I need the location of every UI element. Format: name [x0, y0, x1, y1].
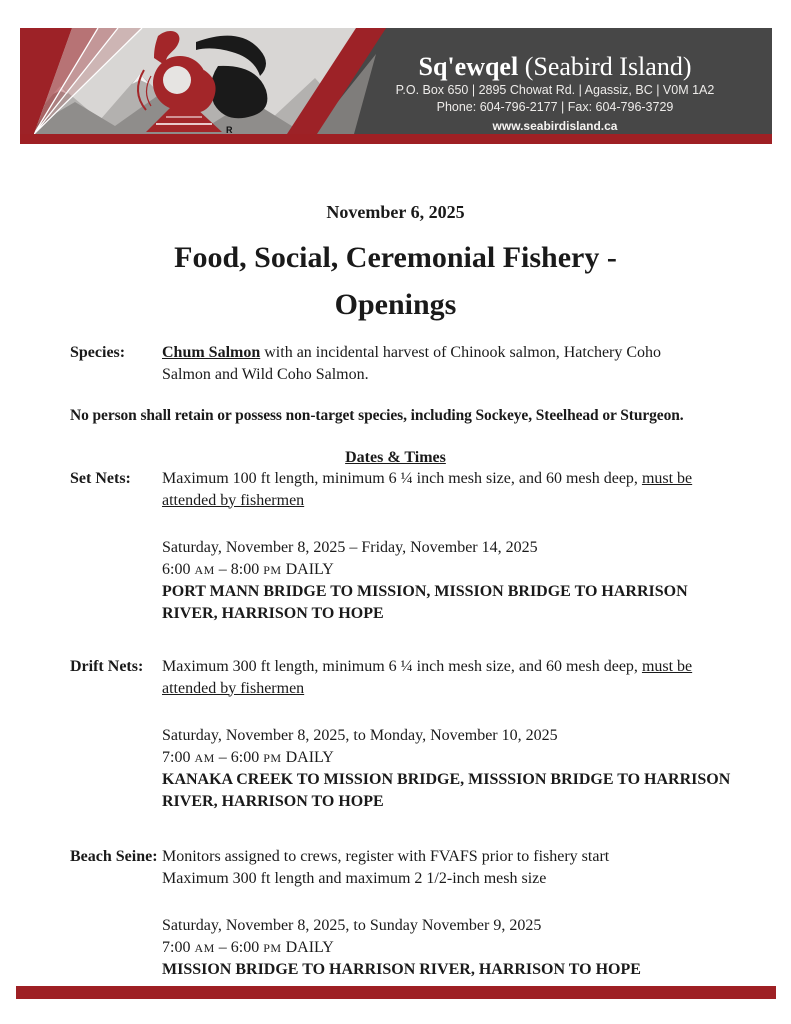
- set-nets-date-range: Saturday, November 8, 2025 – Friday, November 14, 2025: [162, 539, 538, 556]
- beach-seine-date-range: Saturday, November 8, 2025, to Sunday November 9, 2025: [162, 917, 542, 934]
- set-nets-row: [70, 468, 721, 624]
- header-red-rule: [20, 134, 772, 144]
- beach-seine-time: 7:00 AM – 6:00 PM DAILY: [162, 938, 334, 956]
- notice-title: [70, 234, 721, 328]
- set-nets-area-line1: PORT MANN BRIDGE TO MISSION, MISSION BRIDGE TO HARRISON: [162, 583, 688, 600]
- notice-title-line2: Openings: [334, 288, 457, 321]
- set-nets-label: Set Nets:: [70, 470, 131, 487]
- spacer: [162, 889, 721, 915]
- non-target-warning: No person shall retain or possess non-target species, including Sockeye, Steelhead or Sturgeon.: [70, 407, 684, 424]
- beach-seine-area-line1: MISSION BRIDGE TO HARRISON RIVER, HARRISON TO HOPE: [162, 961, 641, 978]
- drift-nets-desc-line1: Maximum 300 ft length, minimum 6 ¼ inch mesh size, and 60 mesh deep, must be: [162, 658, 693, 675]
- notice-date: November 6, 2025: [326, 202, 465, 222]
- footer-red-rule: [16, 986, 776, 999]
- drift-nets-time: 7:00 AM – 6:00 PM DAILY: [162, 748, 334, 766]
- set-nets-area-line2: RIVER, HARRISON TO HOPE: [162, 604, 384, 622]
- beach-seine-desc-line1: Monitors assigned to crews, register with FVAFS prior to fishery start: [162, 848, 610, 865]
- org-phone-fax: Phone: 604-796-2177 | Fax: 604-796-3729: [436, 100, 674, 114]
- species-line1: Chum Salmon with an incidental harvest of Chinook salmon, Hatchery Coho: [162, 344, 662, 361]
- drift-nets-area-line1: KANAKA CREEK TO MISSION BRIDGE, MISSSION BRIDGE TO HARRISON: [162, 771, 731, 788]
- drift-nets-desc-line2: attended by fishermen: [162, 679, 305, 697]
- notice-title-line1: Food, Social, Ceremonial Fishery -: [174, 241, 617, 274]
- drift-nets-area-line2: RIVER, HARRISON TO HOPE: [162, 792, 384, 810]
- drift-nets-label: Drift Nets:: [70, 658, 144, 675]
- species-row: [70, 342, 721, 385]
- spacer: [70, 624, 721, 656]
- notice-body: [70, 144, 731, 981]
- org-website-link[interactable]: www.seabirdisland.ca: [492, 119, 618, 133]
- spacer: [162, 699, 730, 725]
- org-address: P.O. Box 650 | 2895 Chowat Rd. | Agassiz, BC | V0M 1A2: [395, 83, 715, 97]
- drift-nets-date-range: Saturday, November 8, 2025, to Monday, November 10, 2025: [162, 727, 558, 744]
- species-label: Species:: [70, 344, 126, 361]
- beach-seine-desc-line2: Maximum 300 ft length and maximum 2 1/2-inch mesh size: [162, 869, 547, 887]
- beach-seine-label: Beach Seine:: [70, 848, 158, 865]
- set-nets-desc-line2: attended by fishermen: [162, 491, 305, 509]
- org-contact-block: [350, 52, 760, 134]
- set-nets-time: 6:00 AM – 8:00 PM DAILY: [162, 560, 334, 578]
- org-name: Sq'ewqel (Seabird Island): [418, 52, 692, 81]
- letterhead: [20, 28, 772, 144]
- set-nets-desc-line1: Maximum 100 ft length, minimum 6 ¼ inch mesh size, and 60 mesh deep, must be: [162, 470, 693, 487]
- drift-nets-row: [70, 656, 731, 812]
- registered-mark: R: [226, 125, 233, 134]
- spacer: [70, 812, 721, 846]
- spacer: [162, 511, 721, 537]
- dates-times-heading: Dates & Times: [345, 448, 446, 466]
- beach-seine-row: [70, 846, 721, 981]
- species-line2: Salmon and Wild Coho Salmon.: [162, 365, 369, 383]
